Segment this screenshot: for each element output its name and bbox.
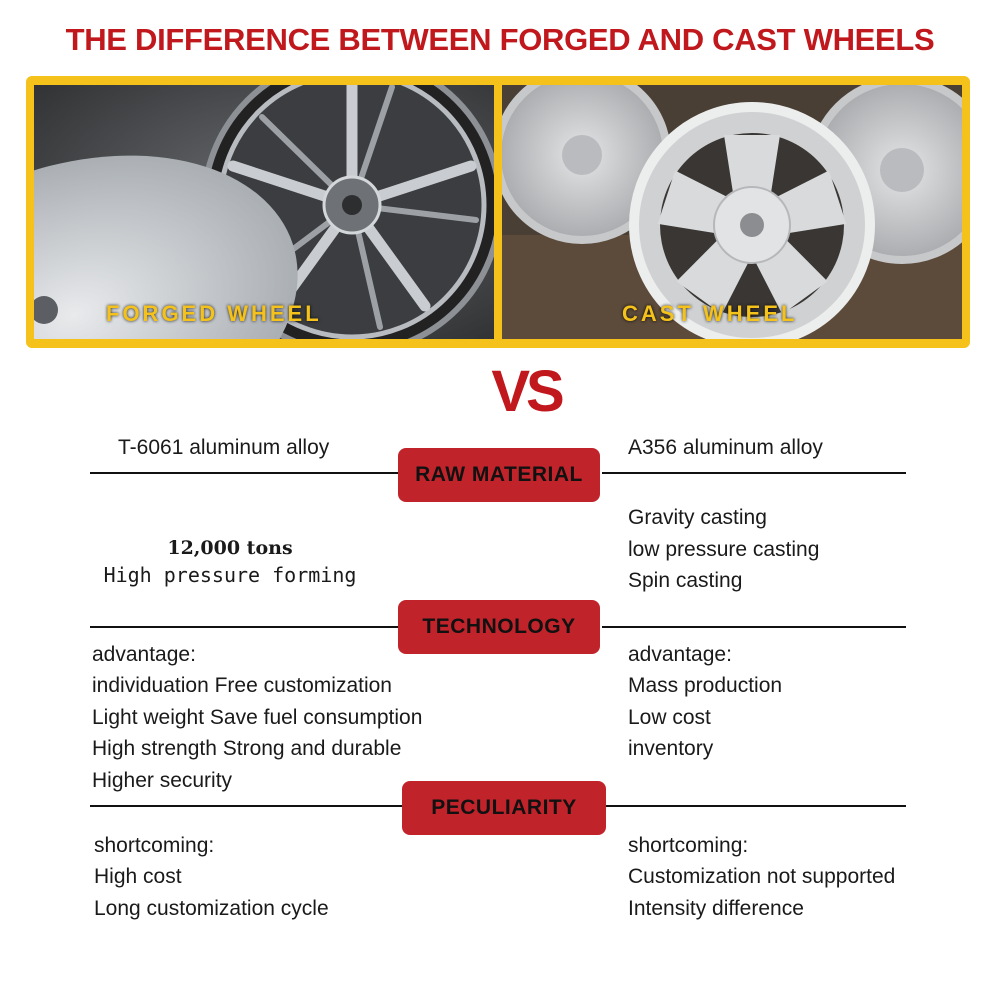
forged-shortcoming-item: Long customization cycle: [94, 897, 329, 920]
cast-shortcoming-item: Customization not supported: [628, 865, 896, 888]
cast-technology-2: low pressure casting: [628, 538, 820, 561]
cast-advantage-item: Low cost: [628, 706, 711, 729]
cast-shortcoming-heading: shortcoming:: [628, 834, 749, 857]
technology-label: TECHNOLOGY: [398, 600, 600, 654]
forged-advantage-item: Higher security: [92, 769, 233, 792]
divider-line: [90, 805, 402, 807]
forged-wheel-caption: FORGED WHEEL: [106, 301, 322, 326]
divider-line: [602, 626, 906, 628]
cast-raw-material: A356 aluminum alloy: [628, 436, 823, 459]
divider-line: [606, 805, 906, 807]
forged-shortcoming-item: High cost: [94, 865, 182, 888]
cast-advantage-item: Mass production: [628, 674, 783, 697]
forged-advantage-item: individuation Free customization: [92, 674, 392, 697]
divider-line: [90, 626, 398, 628]
divider-line: [602, 472, 906, 474]
forged-raw-material: T-6061 aluminum alloy: [118, 436, 330, 459]
cast-technology-1: Gravity casting: [628, 506, 767, 529]
forged-advantage-item: Light weight Save fuel consumption: [92, 706, 423, 729]
forged-shortcoming-heading: shortcoming:: [94, 834, 215, 857]
cast-technology-3: Spin casting: [628, 569, 743, 592]
cast-advantage-item: inventory: [628, 737, 714, 760]
vs-label: VS: [491, 359, 561, 424]
page-title: THE DIFFERENCE BETWEEN FORGED AND CAST WHEELS: [65, 22, 935, 57]
divider-line: [90, 472, 398, 474]
raw-material-label: RAW MATERIAL: [398, 448, 600, 502]
cast-shortcoming-item: Intensity difference: [628, 897, 804, 920]
forged-advantage-item: High strength Strong and durable: [92, 737, 402, 760]
forged-wheel-photo: [34, 85, 494, 339]
forged-tonnage: 12,000 tons: [167, 537, 293, 559]
cast-advantage-heading: advantage:: [628, 643, 732, 666]
forged-technology: High pressure forming: [103, 563, 357, 587]
cast-wheel-caption: CAST WHEEL: [622, 301, 798, 326]
peculiarity-label: PECULIARITY: [402, 781, 606, 835]
comparison-banner: [26, 76, 970, 424]
cast-wheel-photo: [502, 85, 962, 339]
forged-advantage-heading: advantage:: [92, 643, 196, 666]
